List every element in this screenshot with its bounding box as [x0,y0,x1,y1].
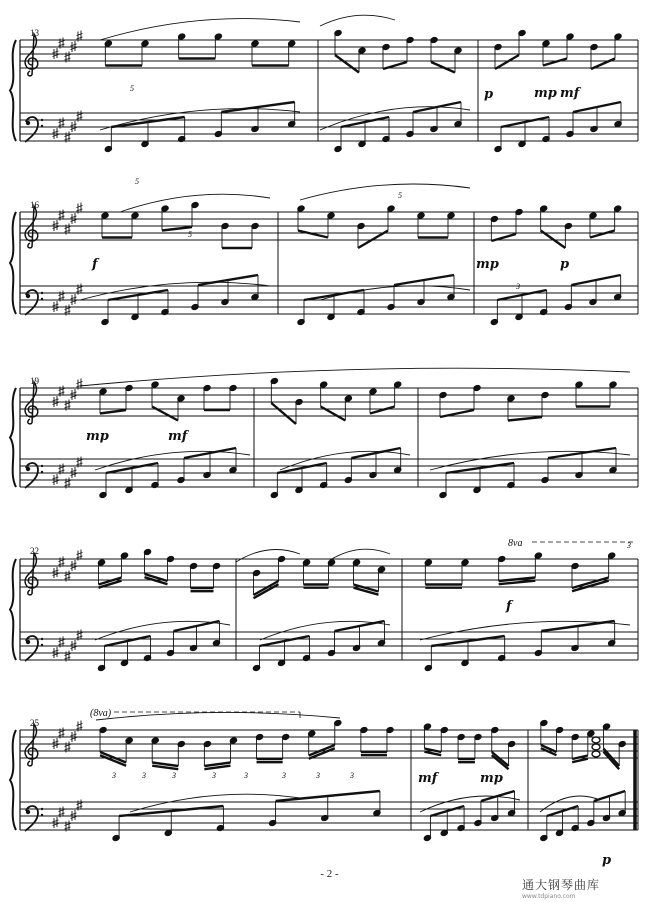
grand-staff-brace [10,212,16,314]
bass-clef-dot [41,465,43,467]
slur [100,19,300,40]
key-signature-sharp [53,220,59,231]
bass-clef-dot [41,814,43,816]
dynamic-marking: f [506,599,512,614]
dynamic-marking: f [92,257,98,272]
dynamic-marking: mf [560,86,580,101]
tuplet-number: 5 [398,191,402,200]
note-beam [370,407,395,414]
note-beam [591,59,615,70]
tuplet-number: 3 [212,771,216,780]
bass-clef-icon [25,463,38,488]
note-beam [254,581,279,595]
bass-clef-dot [26,121,30,125]
slur [236,550,300,563]
bass-clef-dot [41,125,43,127]
dynamic-marking: p [484,87,494,102]
bass-clef-dot [41,808,43,810]
bass-clef-icon [25,117,38,142]
key-signature-sharp [53,48,59,59]
bass-clef-dot [41,298,43,300]
whole-note [592,751,600,757]
bass-clef-dot [41,119,43,121]
dynamic-marking: mp [534,86,557,101]
measure-number-25: 25 [30,718,39,728]
dynamic-marking: p [560,257,570,272]
grand-staff-brace [10,40,16,141]
dynamic-marking: mf [418,771,438,786]
note-beam [508,417,542,421]
key-signature-sharp [71,121,77,132]
note-beam [431,62,455,73]
measure-number-19: 19 [30,376,39,386]
note-beam [495,55,519,69]
tuplet-number: 3 [350,771,354,780]
bass-clef-dot [26,640,30,644]
watermark-text: 通大钢琴曲库 [522,878,601,892]
measure-number-13: 13 [30,28,39,38]
measure-number-22: 22 [30,546,39,556]
key-signature-sharp [53,647,59,658]
dynamic-marking: mp [480,771,503,786]
watermark-subtext: www.tdpiano.com [522,893,576,900]
bass-clef-dot [26,467,30,471]
key-signature-sharp [53,817,59,828]
grand-staff-brace [10,730,16,830]
tuplet-number: 3 [316,771,320,780]
tuplet-number: 3 [142,771,146,780]
tuplet-number: 3 [282,771,286,780]
slur [95,451,250,470]
bass-clef-dot [26,294,30,298]
tuplet-number: 5 [135,177,139,186]
whole-note [592,737,600,743]
page-number: - 2 - [320,868,339,880]
key-signature-sharp [71,467,77,478]
whole-note [592,744,600,750]
key-signature-sharp [71,731,77,742]
slur [96,712,340,720]
tuplet-number: 3 [172,771,176,780]
slur [80,368,630,386]
key-signature-sharp [71,41,77,52]
tuplet-number: 3 [244,771,248,780]
bass-clef-dot [26,810,30,814]
key-signature-sharp [71,294,77,305]
ottava-marking: (8va) [90,708,112,719]
note-beam [543,59,567,66]
tuplet-number: 3 [112,771,116,780]
bass-clef-icon [25,806,38,831]
key-signature-sharp [71,389,77,400]
slur [420,796,520,812]
dynamic-marking: mp [86,429,109,444]
slur [330,549,390,560]
dynamic-marking: mp [476,257,499,272]
bass-clef-icon [25,636,38,661]
slur [430,451,630,470]
site-watermark [522,876,600,900]
note-beam [100,410,126,414]
dynamic-marking: mf [168,429,188,444]
note-beam [492,752,509,766]
grand-staff-brace [10,559,16,660]
bass-clef-dot [41,471,43,473]
key-signature-sharp [53,396,59,407]
key-signature-sharp [71,213,77,224]
measure-number-16: 16 [30,200,39,210]
note-beam [271,403,296,424]
tuplet-number: 5 [188,230,192,239]
bass-clef-dot [41,292,43,294]
dynamic-marking: p [602,853,612,868]
tuplet-number: 3 [516,282,520,291]
key-signature-sharp [53,301,59,312]
bass-clef-icon [25,290,38,315]
slur [80,282,270,300]
note-beam [335,55,359,73]
tuplet-number: 3 [627,541,631,550]
key-signature-sharp [53,567,59,578]
note-beam [604,752,620,770]
slur [320,15,395,26]
bass-clef-dot [41,638,43,640]
key-signature-sharp [71,560,77,571]
key-signature-sharp [71,640,77,651]
slur [300,184,470,200]
ottava-marking: 8va [508,538,523,549]
note-beam [254,584,279,598]
key-signature-sharp [53,738,59,749]
note-beam [492,755,509,769]
grand-staff-brace [10,388,16,487]
note-beam [590,231,615,238]
key-signature-sharp [53,474,59,485]
bass-clef-dot [41,644,43,646]
tuplet-number: 5 [130,84,134,93]
slur [280,451,410,470]
key-signature-sharp [53,128,59,139]
note-beam [298,231,328,238]
key-signature-sharp [71,810,77,821]
